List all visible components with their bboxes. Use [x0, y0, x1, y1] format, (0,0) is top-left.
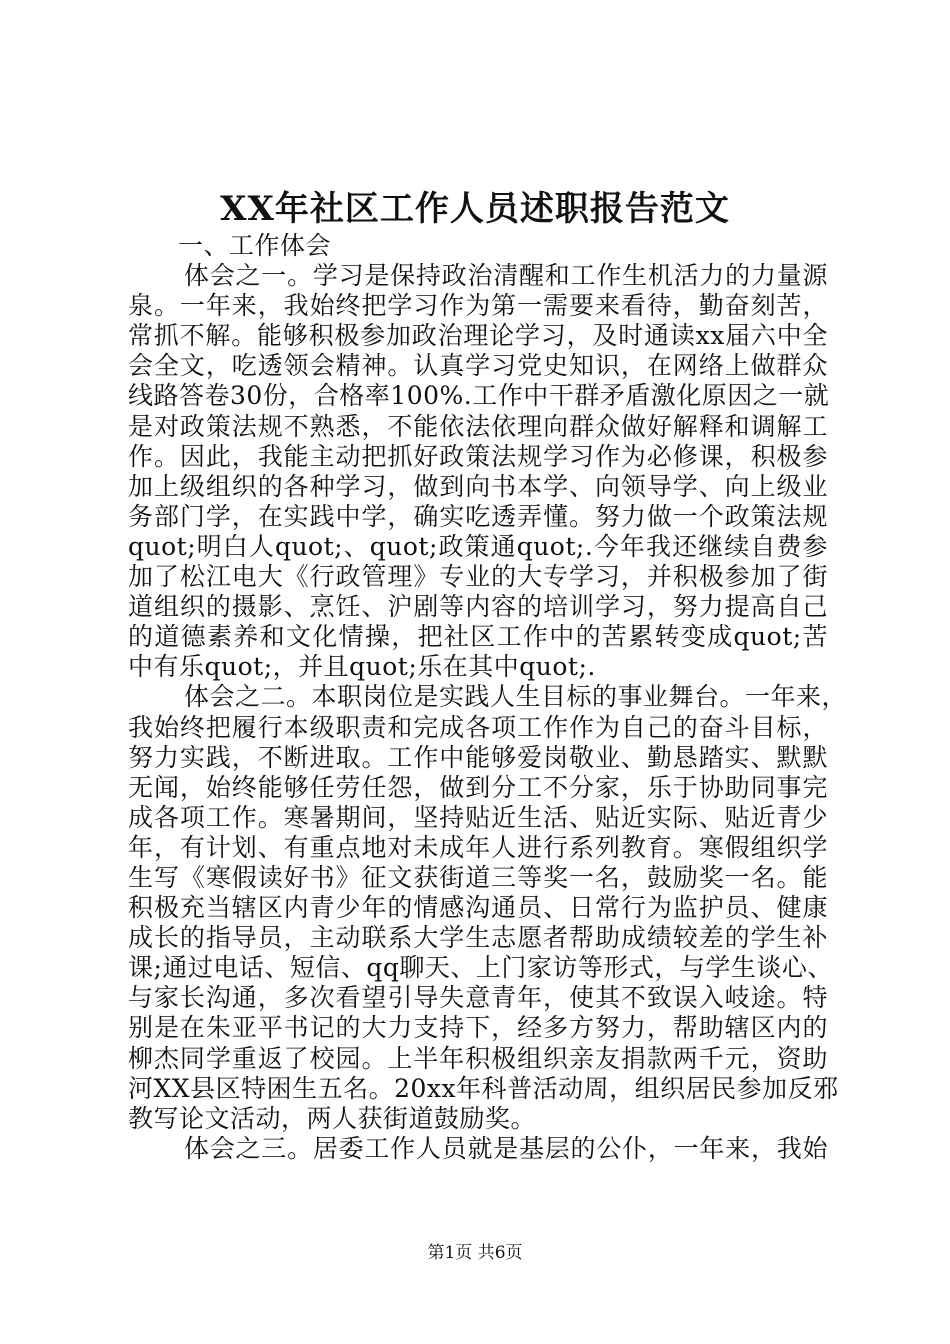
text-line: 是对政策法规不熟悉，不能依法依理向群众做好解释和调解工 [128, 411, 828, 441]
text-line: 加上级组织的各种学习，做到向书本学、向领导学、向上级业 [128, 471, 828, 501]
page-footer: 第1页 共6页 [427, 1243, 523, 1263]
text-line: 课;通过电话、短信、qq聊天、上门家访等形式，与学生谈心、 [128, 953, 833, 983]
text-line: 教写论文活动，两人获街道鼓励奖。 [128, 1103, 537, 1133]
text-line: 与家长沟通，多次看望引导失意青年，使其不致误入岐途。特 [128, 983, 828, 1013]
text-line: 成各项工作。寒暑期间，坚持贴近生活、贴近实际、贴近青少 [128, 802, 828, 832]
text-line: 无闻，始终能够任劳任怨，做到分工不分家，乐于协助同事完 [128, 772, 828, 802]
section-heading: 一、工作体会 [178, 231, 332, 260]
text-line: 柳杰同学重返了校园。上半年积极组织亲友捐款两千元，资助 [128, 1043, 828, 1073]
text-line: 别是在朱亚平书记的大力支持下，经多方努力，帮助辖区内的 [128, 1013, 828, 1043]
text-line: 线路答卷30份，合格率100%.工作中干群矛盾激化原因之一就 [128, 381, 830, 411]
text-line: 体会之二。本职岗位是实践人生目标的事业舞台。一年来， [184, 682, 848, 712]
text-line: 常抓不解。能够积极参加政治理论学习，及时通读xx届六中全 [128, 321, 828, 351]
text-line: 体会之一。学习是保持政治清醒和工作生机活力的力量源 [184, 261, 828, 291]
text-line: 务部门学，在实践中学，确实吃透弄懂。努力做一个政策法规 [128, 501, 828, 531]
text-line: 会全文，吃透领会精神。认真学习党史知识，在网络上做群众 [128, 351, 828, 381]
text-line: 生写《寒假读好书》征文获街道三等奖一名，鼓励奖一名。能 [128, 862, 828, 892]
text-line: 成长的指导员，主动联系大学生志愿者帮助成绩较差的学生补 [128, 923, 828, 953]
text-line: 的道德素养和文化情操，把社区工作中的苦累转变成quot;苦 [128, 622, 828, 652]
text-line: 年，有计划、有重点地对未成年人进行系列教育。寒假组织学 [128, 832, 828, 862]
text-line: 泉。一年来，我始终把学习作为第一需要来看待，勤奋刻苦， [128, 291, 828, 321]
text-line: 积极充当辖区内青少年的情感沟通员、日常行为监护员、健康 [128, 893, 828, 923]
text-line: 作。因此，我能主动把抓好政策法规学习作为必修课，积极参 [128, 441, 828, 471]
text-line: 体会之三。居委工作人员就是基层的公仆，一年来，我始 [184, 1133, 828, 1163]
text-line: quot;明白人quot;、quot;政策通quot;.今年我还继续自费参 [128, 531, 828, 561]
text-line: 中有乐quot;，并且quot;乐在其中quot;. [128, 652, 596, 682]
text-line: 加了松江电大《行政管理》专业的大专学习，并积极参加了街 [128, 562, 828, 592]
text-line: 努力实践，不断进取。工作中能够爱岗敬业、勤恳踏实、默默 [128, 742, 828, 772]
text-line: 道组织的摄影、烹饪、沪剧等内容的培训学习，努力提高自己 [128, 592, 828, 622]
document-title: XX年社区工作人员述职报告范文 [220, 189, 730, 229]
document-body [128, 231, 848, 1164]
text-line: 我始终把履行本级职责和完成各项工作作为自己的奋斗目标， [128, 712, 828, 742]
text-line: 河XX县区特困生五名。20xx年科普活动周，组织居民参加反邪 [128, 1073, 839, 1103]
